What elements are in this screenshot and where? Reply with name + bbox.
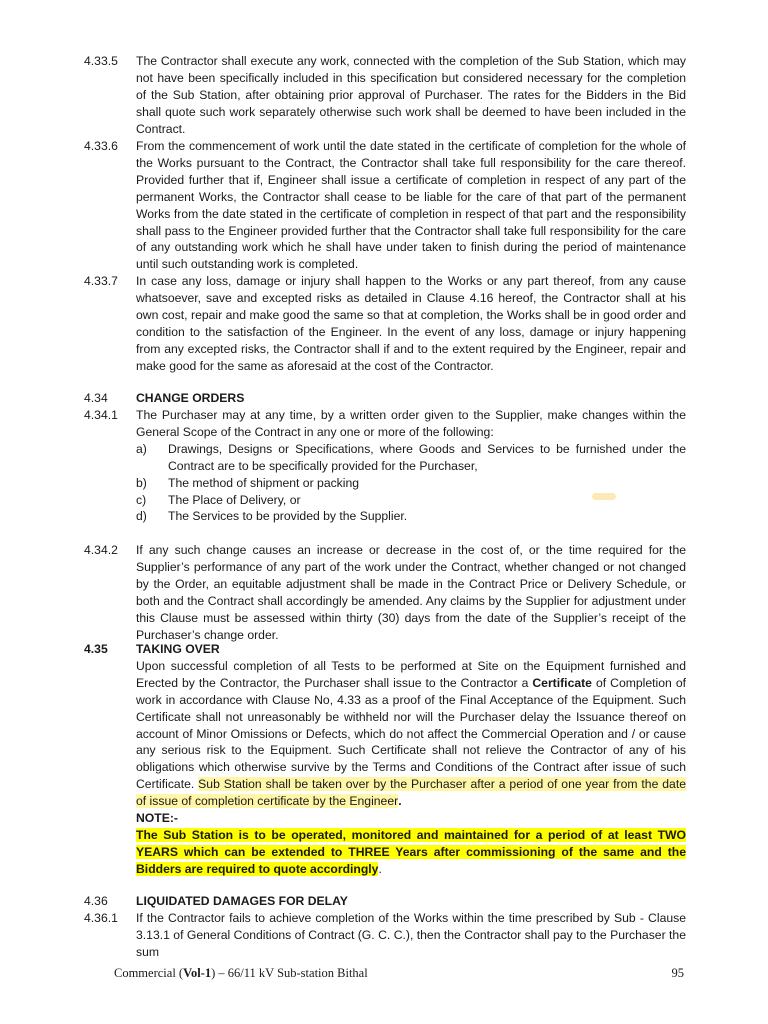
list-letter: c) (136, 492, 147, 507)
list-letter: b) (136, 475, 147, 490)
clause-4-34-2 (84, 542, 686, 643)
section-number: 4.35 (84, 642, 108, 656)
section-number: 4.34 (84, 391, 108, 405)
clause-text: The Contractor shall execute any work, connected with the completion of the Sub Station, which may not have been specifically included in this specification but considered necessary for the completion of the Sub Station, after obtaining prior approval of Purchaser. The rates for the Bidders in the Bid shall quote such work separately otherwise such work shall be deemed to have been included in the Contract. (136, 54, 686, 136)
section-heading: TAKING OVER (136, 642, 220, 656)
certificate-term: Certificate (532, 675, 592, 690)
note-text: The Sub Station is to be operated, monitored and maintained for a period of at least TWO YEARS which can be extended to THREE Years after commissioning of the same and the Bidders are required to quote accordingly (136, 827, 686, 876)
section-heading: LIQUIDATED DAMAGES FOR DELAY (136, 894, 348, 908)
text-run: . (398, 794, 402, 809)
clause-number: 4.34.1 (84, 408, 118, 422)
list-text: The Place of Delivery, or (168, 492, 301, 507)
clause-4-33-7 (84, 273, 686, 374)
clause-4-36-1 (84, 910, 686, 961)
clause-4-34-1 (84, 407, 686, 525)
section-number: 4.36 (84, 894, 108, 908)
list-text: Drawings, Designs or Specifications, where Goods and Services to be furnished under the Contract are to be specifically provided for the Purchaser, (168, 441, 686, 473)
clause-intro: The Purchaser may at any time, by a written order given to the Supplier, make changes within the General Scope of the Contract in any one or more of the following: (136, 408, 686, 439)
clause-number: 4.33.7 (84, 274, 118, 288)
clause-number: 4.33.6 (84, 139, 118, 153)
footer-title (114, 965, 368, 982)
section-4-36-heading (84, 893, 686, 910)
text-run: . (378, 861, 382, 876)
text-run: of Completion of work in accordance with Clause No, 4.33 as a proof of the Final Acceptance of the Equipment. Such Certificate shall not unreasonably be withheld nor will the Purchaser delay the Issuance thereof on account of Minor Omissions or Defects, which do not affect the Commercial Operation and / or cause any serious risk to the Equipment. Such Certificate shall not relieve the Contractor of any of his obligations which otherwise survive by the Terms and Conditions of the Contract after issue of such Certificate. (136, 675, 686, 792)
clause-4-33-6 (84, 138, 686, 273)
clause-4-33-5 (84, 53, 686, 138)
list-item (136, 475, 686, 492)
list-letter: a) (136, 441, 147, 456)
section-heading: CHANGE ORDERS (136, 391, 245, 405)
list-letter: d) (136, 509, 147, 524)
highlight-smudge (592, 493, 616, 500)
highlighted-text: Sub Station shall be taken over by the Purchaser after a period of one year from the date of issue of completion certificate by the Engineer (136, 777, 686, 809)
footer-text: Commercial ( (114, 966, 184, 980)
clause-number: 4.33.5 (84, 54, 118, 68)
page-number: 95 (671, 966, 684, 980)
clause-number: 4.36.1 (84, 911, 118, 925)
clause-text: If the Contractor fails to achieve completion of the Works within the time prescribed by Sub - Clause 3.13.1 of General Conditions of Contract (G. C. C.), then the Contractor shall pay to the Purchaser the sum (136, 911, 686, 959)
clause-text: In case any loss, damage or injury shall happen to the Works or any part thereof, from any cause whatsoever, save and excepted risks as detailed in Clause 4.16 hereof, the Contractor shall at his own cost, repair and make good the same so that at completion, the Works shall be in good order and condition to the satisfaction of the Engineer. In the event of any loss, damage or injury happening from any excepted risks, the Contractor shall if and to the extent required by the Engineer, repair and make good for the same as aforesaid at the cost of the Contractor. (136, 274, 686, 373)
list-item (136, 441, 686, 475)
section-text (136, 658, 686, 810)
clause-number: 4.34.2 (84, 543, 118, 557)
footer-volume: Vol-1 (183, 966, 212, 980)
list-text: The Services to be provided by the Supplier. (168, 509, 408, 524)
section-4-35 (84, 641, 686, 878)
footer-text: ) – 66/11 kV Sub-station Bithal (211, 966, 368, 980)
list-text: The method of shipment or packing (168, 475, 360, 490)
clause-text: If any such change causes an increase or decrease in the cost of, or the time required for the Supplier’s performance of any part of the work under the Contract, whether changed or not changed by the Order, an equitable adjustment shall be made in the Contract Price or Delivery Schedule, or both and the Contract shall accordingly be amended. Any claims by the Supplier for adjustment under this Clause must be assessed within thirty (30) days from the date of the Supplier’s receipt of the Purchaser’s change order. (136, 543, 686, 642)
clause-text: From the commencement of work until the date stated in the certificate of completion for the whole of the Works pursuant to the Contract, the Contractor shall take full responsibility for the care thereof. Provided further that if, Engineer shall issue a certificate of completion in respect of any part of the permanent Works, the Contractor shall cease to be liable for the care of that part of the permanent Works from the date stated in the certificate of completion in respect of that part and the responsibility shall pass to the Engineer provided further that the Contractor shall take full responsibility for the care of any outstanding work which he shall have under taken to finish during the period of maintenance until such outstanding work is completed. (136, 139, 686, 272)
note-label: NOTE:- (136, 811, 178, 826)
section-4-34-heading (84, 390, 686, 407)
list-item (136, 508, 686, 525)
text-run: Upon successful completion of all Tests to be performed at Site on the Equipment furnished and Erected by the Contractor, the Purchaser shall issue to the Contractor a (136, 658, 686, 690)
